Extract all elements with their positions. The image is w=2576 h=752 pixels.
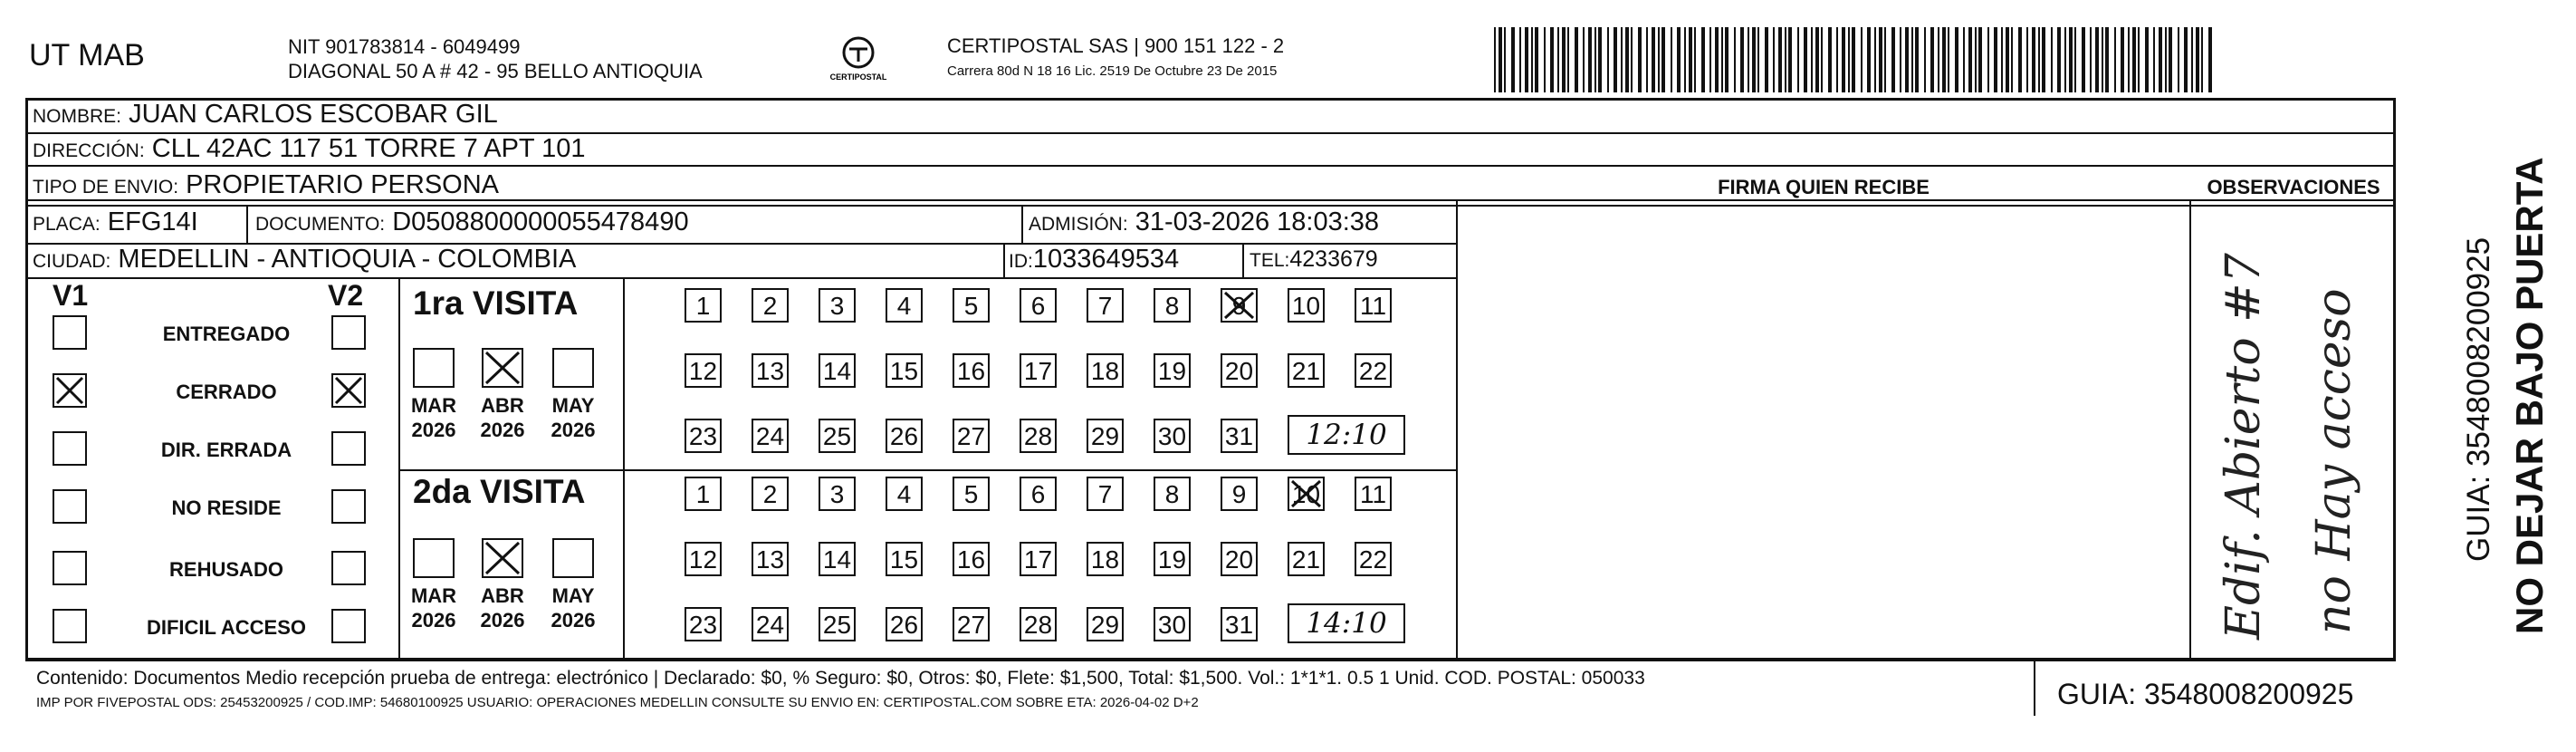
- nombre-label: NOMBRE:: [33, 106, 122, 127]
- footer-guia: GUIA: 3548008200925: [2057, 678, 2354, 710]
- barcode-bar: [1930, 27, 1934, 92]
- tel-label: TEL:: [1250, 250, 1290, 271]
- day-box[interactable]: 1: [685, 288, 722, 323]
- barcode-bar: [1544, 27, 1546, 92]
- barcode-bar: [1842, 27, 1845, 92]
- barcode-bar: [2159, 27, 2162, 92]
- ciudad-field: [33, 245, 576, 275]
- company-nit-block: [288, 34, 703, 83]
- day-box[interactable]: 12: [685, 353, 722, 388]
- day-box[interactable]: 3: [819, 288, 856, 323]
- tel-field: [1250, 246, 1378, 273]
- v1-checkbox[interactable]: [53, 551, 87, 585]
- barcode-bar: [1948, 27, 1949, 92]
- day-box[interactable]: 28: [1020, 419, 1057, 453]
- day-box[interactable]: 21: [1288, 353, 1325, 388]
- day-box[interactable]: 5: [953, 288, 990, 323]
- barcode-bar: [1658, 27, 1660, 92]
- barcode-bar: [2069, 27, 2073, 92]
- barcode-bar: [2090, 27, 2092, 92]
- rule: [2034, 660, 2035, 716]
- barcode-bar: [2184, 27, 2188, 92]
- documento-field: [255, 207, 689, 237]
- nit-line: NIT 901783814 - 6049499: [288, 35, 521, 58]
- v1-checkbox[interactable]: [53, 489, 87, 524]
- barcode-bar: [1804, 27, 1807, 92]
- day-box[interactable]: 23: [685, 419, 722, 453]
- day-box[interactable]: 17: [1020, 353, 1057, 388]
- day-box[interactable]: 15: [886, 353, 923, 388]
- barcode-bar: [1594, 27, 1596, 92]
- day-box[interactable]: 13: [752, 542, 789, 576]
- v2-checkbox[interactable]: [331, 489, 366, 524]
- barcode-bar: [1905, 27, 1909, 92]
- day-box[interactable]: 3: [819, 477, 856, 511]
- day-box[interactable]: 23: [685, 607, 722, 641]
- barcode-bar: [1715, 27, 1719, 92]
- admision-value: 31-03-2026 18:03:38: [1135, 207, 1380, 236]
- barcode-bar: [1975, 27, 1977, 92]
- nombre-field: [33, 100, 498, 130]
- day-box[interactable]: 27: [953, 607, 990, 641]
- month-label: ABR 2026: [480, 394, 525, 441]
- month-label: MAR 2026: [410, 394, 457, 441]
- v2-checkbox[interactable]: [331, 315, 366, 350]
- barcode-bar: [1684, 27, 1686, 92]
- barcode-bar: [1557, 27, 1559, 92]
- placa-field: [33, 207, 198, 237]
- barcode-bar: [1891, 27, 1895, 92]
- rule: [25, 165, 2396, 167]
- direccion-field: [33, 134, 586, 164]
- rule: [2189, 199, 2191, 660]
- month-label: ABR 2026: [480, 584, 525, 631]
- barcode-bar: [1924, 27, 1926, 92]
- barcode-bar: [1646, 27, 1648, 92]
- side-guia: GUIA: 3548008200925: [2461, 236, 2496, 562]
- day-box[interactable]: 2: [752, 288, 789, 323]
- rule: [623, 277, 625, 660]
- barcode-bar: [1519, 27, 1521, 92]
- barcode-bar: [1874, 27, 1876, 92]
- tipo-envio-label: TIPO DE ENVIO:: [33, 177, 179, 198]
- v2-checkbox[interactable]: [331, 431, 366, 466]
- month-checkbox[interactable]: [552, 348, 594, 388]
- barcode-bar: [2018, 27, 2022, 92]
- barcode-bar: [2138, 27, 2140, 92]
- admision-label: ADMISIÓN:: [1029, 214, 1128, 235]
- day-box[interactable]: 22: [1355, 542, 1392, 576]
- day-box[interactable]: 7: [1087, 288, 1124, 323]
- observacion-line-2: no Hay acceso: [2307, 288, 2361, 634]
- barcode-bar: [1757, 27, 1759, 92]
- status-label: NO RESIDE: [171, 497, 282, 519]
- barcode-bar: [1588, 27, 1592, 92]
- direccion-value: CLL 42AC 117 51 TORRE 7 APT 101: [151, 134, 586, 163]
- rule: [25, 205, 1456, 207]
- barcode-bar: [1836, 27, 1838, 92]
- v1-checkbox[interactable]: [53, 431, 87, 466]
- day-box[interactable]: 6: [1020, 288, 1057, 323]
- certipostal-info: [947, 34, 1284, 79]
- barcode-bar: [2165, 27, 2167, 92]
- barcode-bar: [1625, 27, 1629, 92]
- tipo-envio-field: [33, 170, 499, 200]
- barcode-bar: [1494, 27, 1496, 92]
- barcode-bar: [1598, 27, 1602, 92]
- barcode-bar: [2032, 27, 2035, 92]
- rule: [1242, 243, 1244, 277]
- barcode-bar: [2038, 27, 2040, 92]
- barcode-bar: [2011, 27, 2013, 92]
- day-box[interactable]: 12: [685, 542, 722, 576]
- barcode-bar: [1535, 27, 1538, 92]
- id-value: 1033649534: [1032, 245, 1180, 274]
- barcode-bar: [1621, 27, 1623, 92]
- barcode-bar: [1701, 27, 1705, 92]
- visita1-title: 1ra VISITA: [413, 284, 579, 322]
- barcode-bar: [1614, 27, 1617, 92]
- barcode-bar: [1511, 27, 1515, 92]
- day-box[interactable]: 17: [1020, 542, 1057, 576]
- day-box[interactable]: 2: [752, 477, 789, 511]
- barcode-bar: [2082, 27, 2085, 92]
- status-label: REHUSADO: [169, 558, 283, 581]
- barcode-bar: [1773, 27, 1775, 92]
- day-box[interactable]: 10: [1288, 477, 1325, 511]
- rule: [25, 660, 2396, 661]
- barcode-bar: [2051, 27, 2053, 92]
- barcode-bar: [1884, 27, 1886, 92]
- month-label: MAR 2026: [410, 584, 457, 631]
- documento-label: DOCUMENTO:: [255, 214, 386, 235]
- barcode-bar: [1638, 27, 1642, 92]
- barcode-bar: [2196, 27, 2199, 92]
- day-box[interactable]: 11: [1355, 288, 1392, 323]
- day-box[interactable]: 26: [886, 419, 923, 453]
- barcode-bar: [1938, 27, 1939, 92]
- day-box[interactable]: 25: [819, 607, 856, 641]
- v2-checkbox[interactable]: [331, 373, 366, 408]
- tel-value: 4233679: [1289, 246, 1378, 272]
- placa-label: PLACA:: [33, 214, 101, 235]
- barcode-bar: [2132, 27, 2136, 92]
- barcode: [1494, 27, 2218, 92]
- day-box[interactable]: 22: [1355, 353, 1392, 388]
- barcode-bar: [2026, 27, 2028, 92]
- ciudad-value: MEDELLIN - ANTIOQUIA - COLOMBIA: [118, 245, 577, 274]
- barcode-bar: [2153, 27, 2155, 92]
- documento-value: D0508800000055478490: [392, 207, 689, 236]
- barcode-bar: [1562, 27, 1566, 92]
- month-checkbox[interactable]: [552, 538, 594, 578]
- tipo-envio-value: PROPIETARIO PERSONA: [186, 170, 500, 199]
- day-box[interactable]: 28: [1020, 607, 1057, 641]
- barcode-bar: [1821, 27, 1823, 92]
- barcode-bar: [2006, 27, 2009, 92]
- barcode-bar: [1671, 27, 1672, 92]
- barcode-bar: [1607, 27, 1609, 92]
- month-checkbox[interactable]: [413, 348, 455, 388]
- barcode-bar: [1721, 27, 1723, 92]
- rule: [246, 205, 248, 243]
- barcode-bar: [2114, 27, 2116, 92]
- direccion-label: DIRECCIÓN:: [33, 140, 145, 161]
- rule: [1456, 199, 1458, 660]
- observacion-line-1: Edif. Abierto #7: [2217, 253, 2271, 640]
- visit-time[interactable]: 14:10: [1288, 603, 1405, 643]
- day-box[interactable]: 6: [1020, 477, 1057, 511]
- nombre-value: JUAN CARLOS ESCOBAR GIL: [129, 100, 498, 129]
- company-name: UT MAB: [29, 38, 145, 72]
- barcode-bar: [2074, 27, 2076, 92]
- day-box[interactable]: 20: [1221, 542, 1258, 576]
- placa-value: EFG14I: [107, 207, 198, 236]
- day-box[interactable]: 16: [953, 542, 990, 576]
- day-box[interactable]: 14: [819, 353, 856, 388]
- barcode-bar: [2201, 27, 2203, 92]
- barcode-bar: [2095, 27, 2099, 92]
- status-label: DIFICIL ACCESO: [146, 616, 306, 639]
- day-box[interactable]: 18: [1087, 353, 1124, 388]
- barcode-bar: [1567, 27, 1569, 92]
- barcode-bar: [1734, 27, 1736, 92]
- day-box[interactable]: 9: [1221, 477, 1258, 511]
- barcode-bar: [1978, 27, 1982, 92]
- status-label: ENTREGADO: [162, 323, 291, 345]
- barcode-bar: [1815, 27, 1819, 92]
- barcode-bar: [1752, 27, 1756, 92]
- v1-checkbox[interactable]: [53, 315, 87, 350]
- day-box[interactable]: 19: [1154, 542, 1191, 576]
- barcode-bar: [1575, 27, 1578, 92]
- footer-imp-line: IMP POR FIVEPOSTAL ODS: 25453200925 / COD.IMP: 54680100925 USUARIO: OPERACIONES MEDELLIN CONSULTE SU ENVIO EN: CERTIPOSTAL.COM SOBRE ETA: 2026-04-02 D+2: [36, 695, 1199, 710]
- barcode-bar: [2105, 27, 2109, 92]
- signature-area[interactable]: [1460, 207, 2188, 658]
- address-line: DIAGONAL 50 A # 42 - 95 BELLO ANTIOQUIA: [288, 60, 703, 82]
- day-box[interactable]: 13: [752, 353, 789, 388]
- barcode-bar: [1740, 27, 1744, 92]
- barcode-bar: [1955, 27, 1958, 92]
- day-box[interactable]: 10: [1288, 288, 1325, 323]
- barcode-bar: [2001, 27, 2003, 92]
- rule: [1003, 243, 1005, 277]
- barcode-bar: [1963, 27, 1965, 92]
- barcode-bar: [1828, 27, 1832, 92]
- visita2-title: 2da VISITA: [413, 473, 586, 510]
- logo-text: CERTIPOSTAL: [829, 72, 887, 82]
- id-field: [1009, 245, 1179, 275]
- barcode-bar: [1652, 27, 1655, 92]
- rule: [1021, 205, 1023, 243]
- rule: [398, 277, 400, 660]
- v1-label: V1: [53, 279, 89, 312]
- day-box[interactable]: 29: [1087, 607, 1124, 641]
- day-box[interactable]: 18: [1087, 542, 1124, 576]
- barcode-bar: [1725, 27, 1729, 92]
- barcode-bar: [1631, 27, 1633, 92]
- rule: [25, 277, 1456, 279]
- day-box[interactable]: 4: [886, 477, 923, 511]
- day-box[interactable]: 14: [819, 542, 856, 576]
- v1-checkbox[interactable]: [53, 609, 87, 643]
- day-box[interactable]: 24: [752, 607, 789, 641]
- id-label: ID:: [1009, 251, 1033, 272]
- barcode-bar: [1550, 27, 1554, 92]
- barcode-bar: [1694, 27, 1696, 92]
- day-box[interactable]: 24: [752, 419, 789, 453]
- footer-content-line: Contenido: Documentos Medio recepción prueba de entrega: electrónico | Declarado: $0, % Seguro: $0, Otros: $0, Flete: $1,500, Total: $1,500. Vol.: 1*1*1. 0.5 1 Unid. COD. POSTAL: 050033: [36, 668, 1645, 689]
- barcode-bar: [1867, 27, 1871, 92]
- barcode-bar: [1879, 27, 1882, 92]
- day-box[interactable]: 30: [1154, 607, 1191, 641]
- day-box[interactable]: 11: [1355, 477, 1392, 511]
- barcode-bar: [1788, 27, 1792, 92]
- barcode-bar: [2178, 27, 2179, 92]
- barcode-bar: [2191, 27, 2193, 92]
- v1-checkbox[interactable]: [53, 373, 87, 408]
- v2-label: V2: [328, 279, 364, 312]
- day-box[interactable]: 29: [1087, 419, 1124, 453]
- barcode-bar: [1994, 27, 1997, 92]
- barcode-bar: [1942, 27, 1946, 92]
- v2-checkbox[interactable]: [331, 551, 366, 585]
- barcode-bar: [1504, 27, 1506, 92]
- status-label: CERRADO: [176, 381, 277, 403]
- v2-checkbox[interactable]: [331, 609, 366, 643]
- barcode-bar: [1661, 27, 1665, 92]
- barcode-bar: [1900, 27, 1901, 92]
- barcode-bar: [1797, 27, 1799, 92]
- barcode-bar: [2169, 27, 2172, 92]
- barcode-bar: [1785, 27, 1786, 92]
- observaciones-header: OBSERVACIONES: [2207, 176, 2380, 198]
- barcode-bar: [2145, 27, 2149, 92]
- month-checkbox[interactable]: [413, 538, 455, 578]
- rule: [398, 469, 1456, 471]
- certipostal-logo: [822, 34, 895, 98]
- day-box[interactable]: 31: [1221, 607, 1258, 641]
- visit-time[interactable]: 12:10: [1288, 415, 1405, 455]
- barcode-bar: [1709, 27, 1711, 92]
- barcode-bar: [1861, 27, 1863, 92]
- day-box[interactable]: 8: [1154, 477, 1191, 511]
- barcode-bar: [1968, 27, 1972, 92]
- day-box[interactable]: 20: [1221, 353, 1258, 388]
- month-label: MAY 2026: [551, 584, 596, 631]
- barcode-bar: [1811, 27, 1813, 92]
- barcode-bar: [1915, 27, 1919, 92]
- barcode-bar: [1848, 27, 1850, 92]
- barcode-bar: [1987, 27, 1989, 92]
- barcode-bar: [1778, 27, 1782, 92]
- day-box[interactable]: 1: [685, 477, 722, 511]
- no-dejar-bajo-puerta-notice: NO DEJAR BAJO PUERTA: [2508, 157, 2551, 634]
- day-box[interactable]: 9: [1221, 288, 1258, 323]
- barcode-bar: [2208, 27, 2212, 92]
- day-box[interactable]: 5: [953, 477, 990, 511]
- day-box[interactable]: 16: [953, 353, 990, 388]
- day-box[interactable]: 31: [1221, 419, 1258, 453]
- barcode-bar: [1583, 27, 1585, 92]
- barcode-bar: [2102, 27, 2103, 92]
- barcode-bar: [2042, 27, 2045, 92]
- day-box[interactable]: 19: [1154, 353, 1191, 388]
- barcode-bar: [1531, 27, 1533, 92]
- barcode-bar: [2057, 27, 2061, 92]
- barcode-bar: [1852, 27, 1855, 92]
- barcode-bar: [1765, 27, 1768, 92]
- day-box[interactable]: 4: [886, 288, 923, 323]
- barcode-bar: [1677, 27, 1681, 92]
- certipostal-nit: CERTIPOSTAL SAS | 900 151 122 - 2: [947, 34, 1285, 57]
- month-label: MAY 2026: [551, 394, 596, 441]
- day-box[interactable]: 8: [1154, 288, 1191, 323]
- barcode-bar: [2128, 27, 2130, 92]
- barcode-bar: [1525, 27, 1528, 92]
- ciudad-label: CIUDAD:: [33, 251, 111, 272]
- admision-field: [1029, 207, 1379, 237]
- day-box[interactable]: 26: [886, 607, 923, 641]
- status-label: DIR. ERRADA: [160, 439, 292, 461]
- month-checkbox[interactable]: [482, 538, 523, 578]
- day-box[interactable]: 21: [1288, 542, 1325, 576]
- barcode-bar: [1499, 27, 1502, 92]
- day-box[interactable]: 15: [886, 542, 923, 576]
- barcode-bar: [1689, 27, 1692, 92]
- barcode-bar: [2121, 27, 2124, 92]
- barcode-bar: [1748, 27, 1749, 92]
- barcode-bar: [2064, 27, 2066, 92]
- day-box[interactable]: 7: [1087, 477, 1124, 511]
- month-checkbox[interactable]: [482, 348, 523, 388]
- day-box[interactable]: 30: [1154, 419, 1191, 453]
- day-box[interactable]: 25: [819, 419, 856, 453]
- day-box[interactable]: 27: [953, 419, 990, 453]
- certipostal-license: Carrera 80d N 18 16 Lic. 2519 De Octubre 23 De 2015: [947, 63, 1278, 79]
- barcode-bar: [1911, 27, 1913, 92]
- firma-header: FIRMA QUIEN RECIBE: [1718, 176, 1930, 198]
